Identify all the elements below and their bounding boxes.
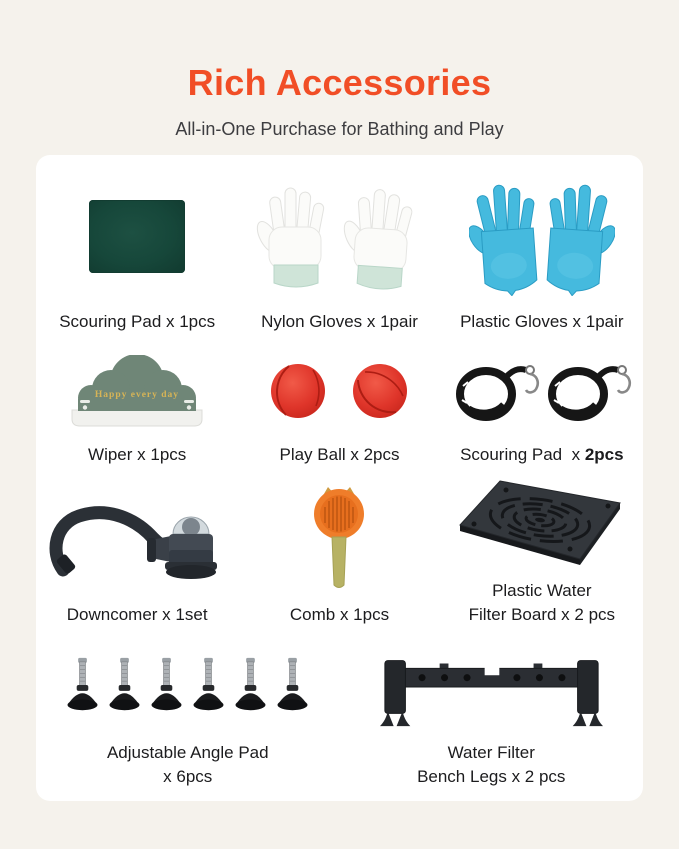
item-downcomer [36,471,238,631]
item-label: Plastic Water Filter Board x 2 pcs [468,581,616,625]
angle-pad-icon [191,656,226,716]
angle-pad-icon [233,656,268,716]
page-subtitle: All-in-One Purchase for Bathing and Play [175,119,504,139]
item-label: Scouring Pad x 2pcs [460,445,624,465]
item-scouring-pad [36,163,238,338]
angle-pad-icon [275,656,310,716]
item-bench-legs [340,631,644,793]
leash-icon [451,358,541,424]
play-ball-icon [351,362,409,420]
item-label: Comb x 1pcs [289,605,390,625]
leash-icon [543,358,633,424]
accessories-card [36,155,643,801]
item-label: Downcomer x 1set [66,605,208,625]
play-ball-icon [269,362,327,420]
item-label: Scouring Pad x 1pcs [59,312,216,332]
plastic-gloves-icon [469,178,615,296]
item-wiper [36,338,238,471]
page-title: Rich Accessories [187,62,492,103]
item-label: Nylon Gloves x 1pair [261,312,418,332]
item-angle-pads [36,631,340,793]
item-label: Water Filter Bench Legs x 2 pcs [417,743,566,787]
angle-pad-icon [149,656,184,716]
row-2 [36,338,643,471]
wiper-engraving-text: Happy every day [95,389,180,400]
bench-legs-icon [379,642,604,730]
row-3 [36,471,643,631]
item-comb [238,471,440,631]
wiper-icon [66,355,208,427]
scouring-pad-icon [89,200,185,273]
angle-pad-icon [65,656,100,716]
angle-pad-icon [107,656,142,716]
item-filter-board [441,471,643,631]
filter-board-icon [458,475,626,575]
item-plastic-gloves [441,163,643,338]
item-label: Play Ball x 2pcs [279,445,400,465]
item-leashes [441,338,643,471]
item-nylon-gloves [238,163,440,338]
row-1 [36,163,643,338]
nylon-gloves-icon [255,179,423,295]
item-label: Adjustable Angle Pad x 6pcs [106,743,269,787]
row-4 [36,631,643,793]
header [0,0,679,140]
item-label: Wiper x 1pcs [88,445,187,465]
item-play-ball [238,338,440,471]
item-label: Plastic Gloves x 1pair [460,312,624,332]
comb-icon [307,479,371,595]
downcomer-icon [47,486,227,588]
